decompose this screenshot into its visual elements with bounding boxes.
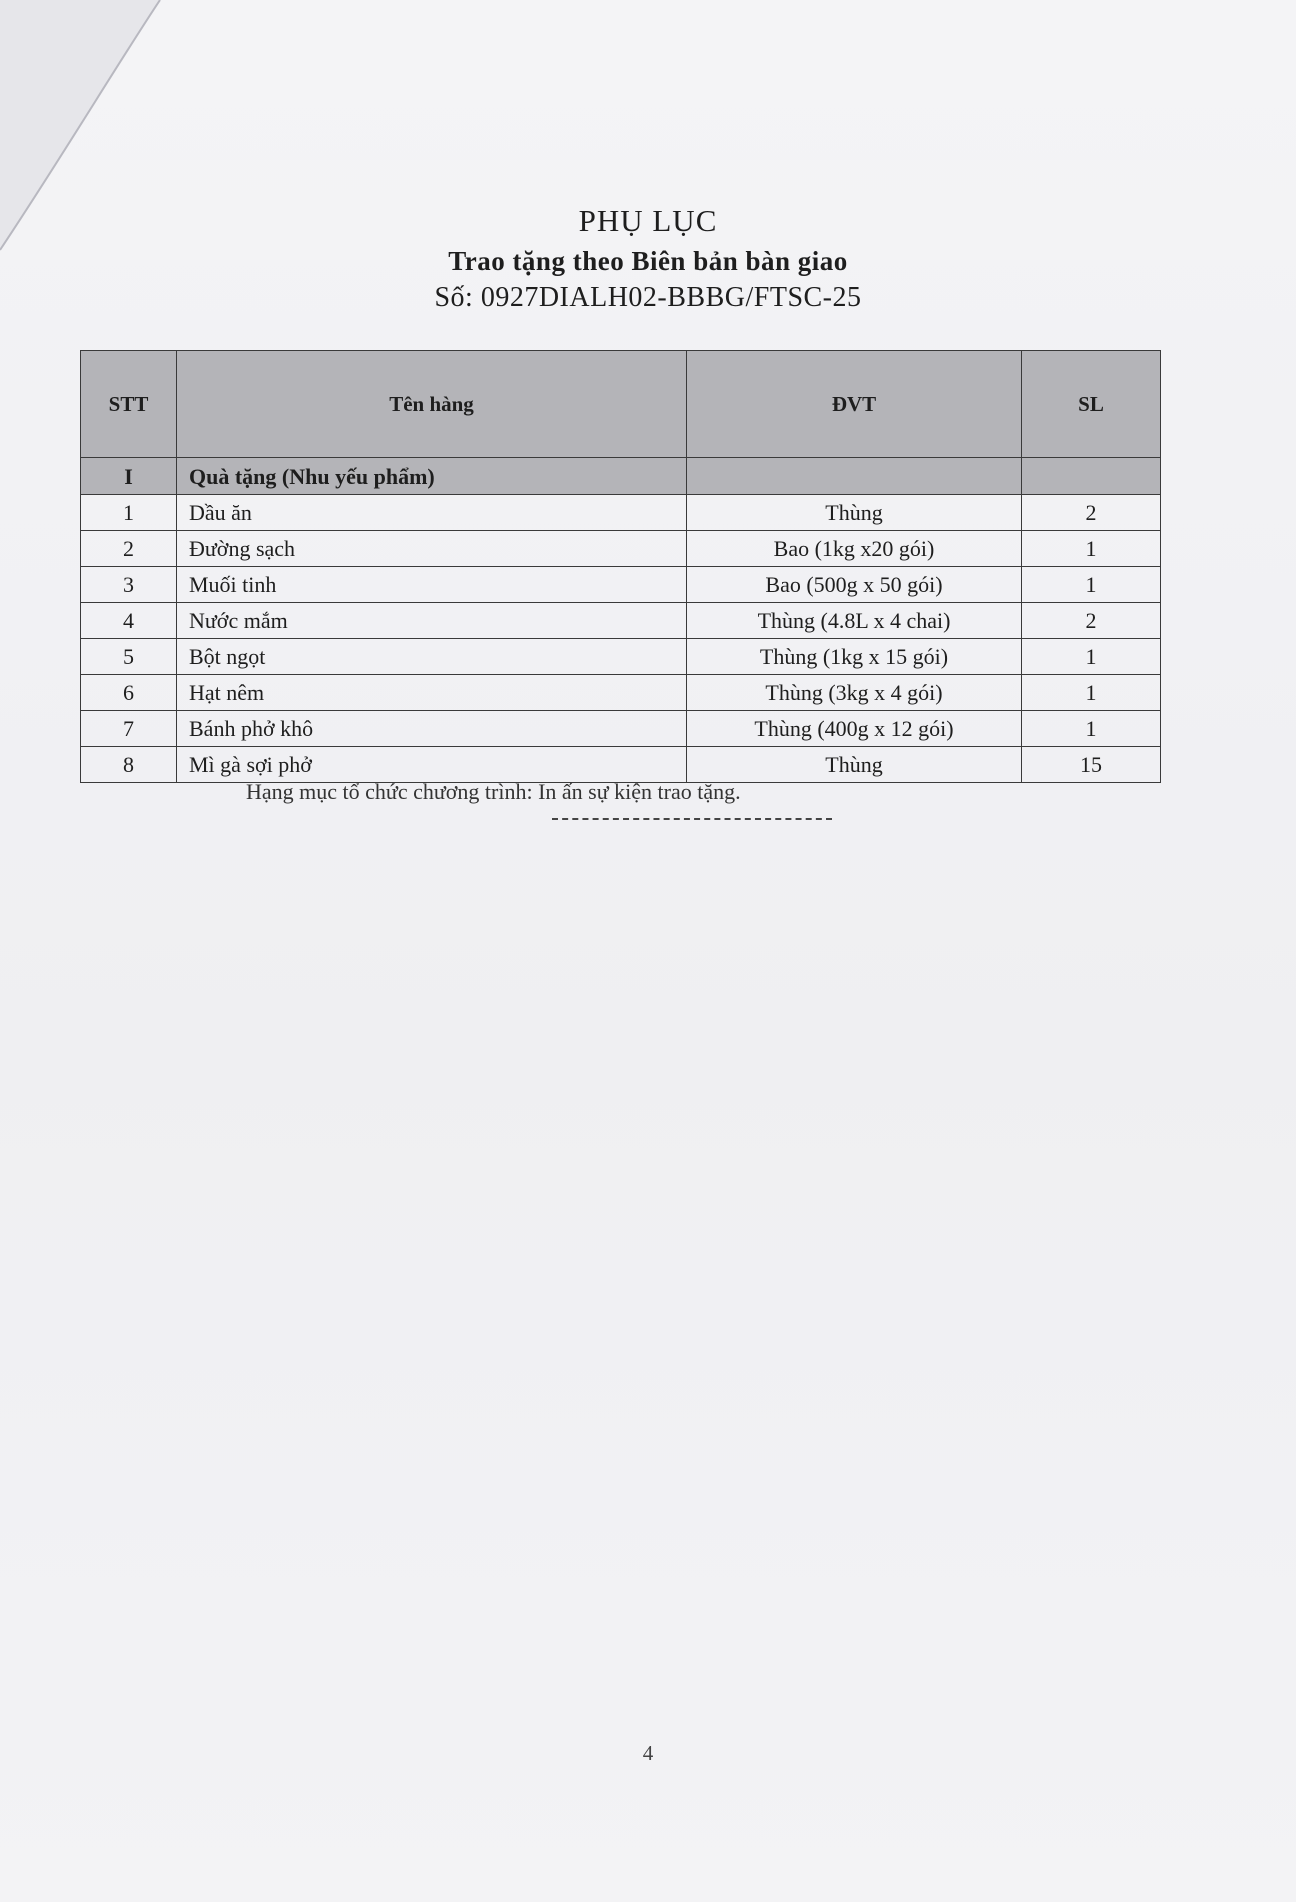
table-row <box>81 567 1161 603</box>
row-name: Hạt nêm <box>177 675 687 711</box>
table-row <box>81 747 1161 783</box>
group-row <box>81 458 1161 495</box>
row-name: Dầu ăn <box>177 495 687 531</box>
table-row <box>81 531 1161 567</box>
row-stt: 4 <box>81 603 177 639</box>
row-name: Mì gà sợi phở <box>177 747 687 783</box>
row-qty: 1 <box>1022 531 1161 567</box>
document-number: Số: 0927DIALH02-BBBG/FTSC-25 <box>434 282 862 313</box>
table-row <box>81 675 1161 711</box>
row-qty: 15 <box>1022 747 1161 783</box>
row-qty: 2 <box>1022 603 1161 639</box>
row-stt: 7 <box>81 711 177 747</box>
row-stt: 8 <box>81 747 177 783</box>
row-unit: Thùng <box>687 747 1022 783</box>
row-name: Đường sạch <box>177 531 687 567</box>
table-row <box>81 639 1161 675</box>
row-stt: 1 <box>81 495 177 531</box>
row-qty: 1 <box>1022 675 1161 711</box>
group-qty-empty <box>1022 458 1161 495</box>
row-stt: 5 <box>81 639 177 675</box>
table-row <box>81 495 1161 531</box>
group-name: Quà tặng (Nhu yếu phẩm) <box>177 458 687 495</box>
row-stt: 2 <box>81 531 177 567</box>
row-stt: 6 <box>81 675 177 711</box>
header-qty: SL <box>1022 351 1161 458</box>
table-row <box>81 711 1161 747</box>
row-unit: Thùng (400g x 12 gói) <box>687 711 1022 747</box>
row-unit: Bao (1kg x20 gói) <box>687 531 1022 567</box>
row-name: Nước mắm <box>177 603 687 639</box>
row-qty: 1 <box>1022 639 1161 675</box>
header-unit: ĐVT <box>687 351 1022 458</box>
row-stt: 3 <box>81 567 177 603</box>
table-header-row <box>81 351 1161 458</box>
row-name: Bột ngọt <box>177 639 687 675</box>
dashed-divider <box>552 818 832 820</box>
row-unit: Thùng <box>687 495 1022 531</box>
row-qty: 1 <box>1022 567 1161 603</box>
program-note: Hạng mục tổ chức chương trình: In ấn sự kiện trao tặng. <box>246 779 741 804</box>
table-row <box>81 603 1161 639</box>
header-name: Tên hàng <box>177 351 687 458</box>
group-unit-empty <box>687 458 1022 495</box>
header-stt: STT <box>81 351 177 458</box>
row-qty: 1 <box>1022 711 1161 747</box>
page-title: PHỤ LỤC <box>578 203 718 238</box>
goods-table <box>80 350 1161 783</box>
row-unit: Thùng (4.8L x 4 chai) <box>687 603 1022 639</box>
row-unit: Bao (500g x 50 gói) <box>687 567 1022 603</box>
page-subtitle: Trao tặng theo Biên bản bàn giao <box>448 246 848 276</box>
row-unit: Thùng (1kg x 15 gói) <box>687 639 1022 675</box>
row-unit: Thùng (3kg x 4 gói) <box>687 675 1022 711</box>
row-name: Bánh phở khô <box>177 711 687 747</box>
row-qty: 2 <box>1022 495 1161 531</box>
group-stt: I <box>81 458 177 495</box>
page-number: 4 <box>642 1741 654 1765</box>
row-name: Muối tinh <box>177 567 687 603</box>
